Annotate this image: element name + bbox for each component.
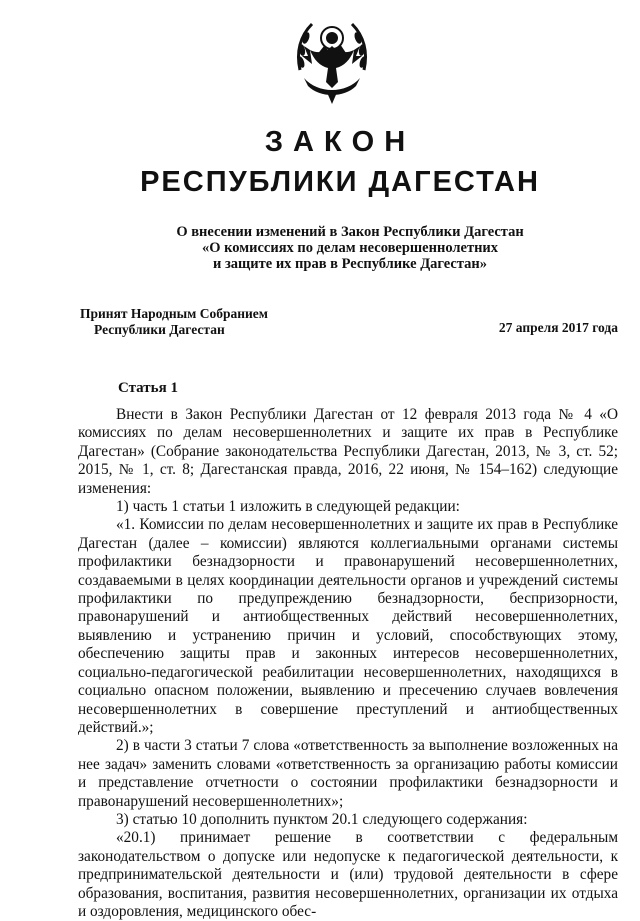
adoption-line: Принят Народным Собранием bbox=[80, 306, 268, 321]
adoption-line: Республики Дагестан bbox=[94, 322, 225, 337]
article-heading: Статья 1 bbox=[118, 380, 178, 396]
law-title-line: О внесении изменений в Закон Республики Дагестан bbox=[176, 224, 524, 240]
law-subject-heading: РЕСПУБЛИКИ ДАГЕСТАН bbox=[140, 166, 540, 198]
paragraph: «1. Комиссии по делам несовершеннолетних и защите их прав в Республике Дагестан (далее – комиссии) являются коллегиальными органами системы профилактики безнадзорности и правонарушений несовершеннолетних, создаваемыми в целях координации деятельности органов и учреждений системы профилактики по предупреждению безнадзорности, беспризорности, правонарушений и антиобщественных действий несовершеннолетних, выявлению и устранению причин и условий, способствующих этому, обеспечению защиты прав и законных интересов несовершеннолетних, социально-педагогической реабилитации несовершеннолетних, находящихся в социально опасном положении, выявлению и пресечению случаев вовлечения несовершеннолетних в совершение преступлений и антиобщественных действий.»; bbox=[78, 516, 618, 736]
law-title bbox=[130, 224, 570, 272]
paragraph: 3) статью 10 дополнить пунктом 20.1 следующего содержания: bbox=[116, 810, 528, 828]
article-body bbox=[78, 406, 618, 921]
law-title-line: и защите их прав в Республике Дагестан» bbox=[212, 256, 488, 272]
paragraph: 2) в части 3 статьи 7 слова «ответственность за выполнение возложенных на нее задач» заменить словами «ответственность за организацию работы комиссии и представление отчетности о состоянии профилактики безнадзорности и правонарушений несовершеннолетних»; bbox=[78, 737, 618, 810]
paragraph: «20.1) принимает решение в соответствии с федеральным законодательством о допуске или недопуске к педагогической деятельности, к предпринимательской деятельности и (или) трудовой деятельности в сфере образования, воспитания, развития несовершеннолетних, организации их отдыха и оздоровления, медицинского обес- bbox=[78, 829, 618, 920]
law-heading: ЗАКОН bbox=[264, 126, 416, 158]
paragraph: 1) часть 1 статьи 1 изложить в следующей редакции: bbox=[116, 498, 460, 516]
coat-of-arms-emblem-icon bbox=[290, 12, 374, 108]
paragraph: Внести в Закон Республики Дагестан от 12 февраля 2013 года № 4 «О комиссиях по делам несовершеннолетних и защите их прав в Республике Дагестан» (Собрание законодательства Республики Дагестан, 2013, № 3, ст. 52; 2015, № 1, ст. 8; Дагестанская правда, 2016, 22 июня, № 154–162) следующие изменения: bbox=[78, 406, 618, 497]
law-title-line: «О комиссиях по делам несовершеннолетних bbox=[201, 240, 499, 256]
adoption-date: 27 апреля 2017 года bbox=[498, 320, 618, 335]
adoption-statement bbox=[80, 306, 268, 338]
